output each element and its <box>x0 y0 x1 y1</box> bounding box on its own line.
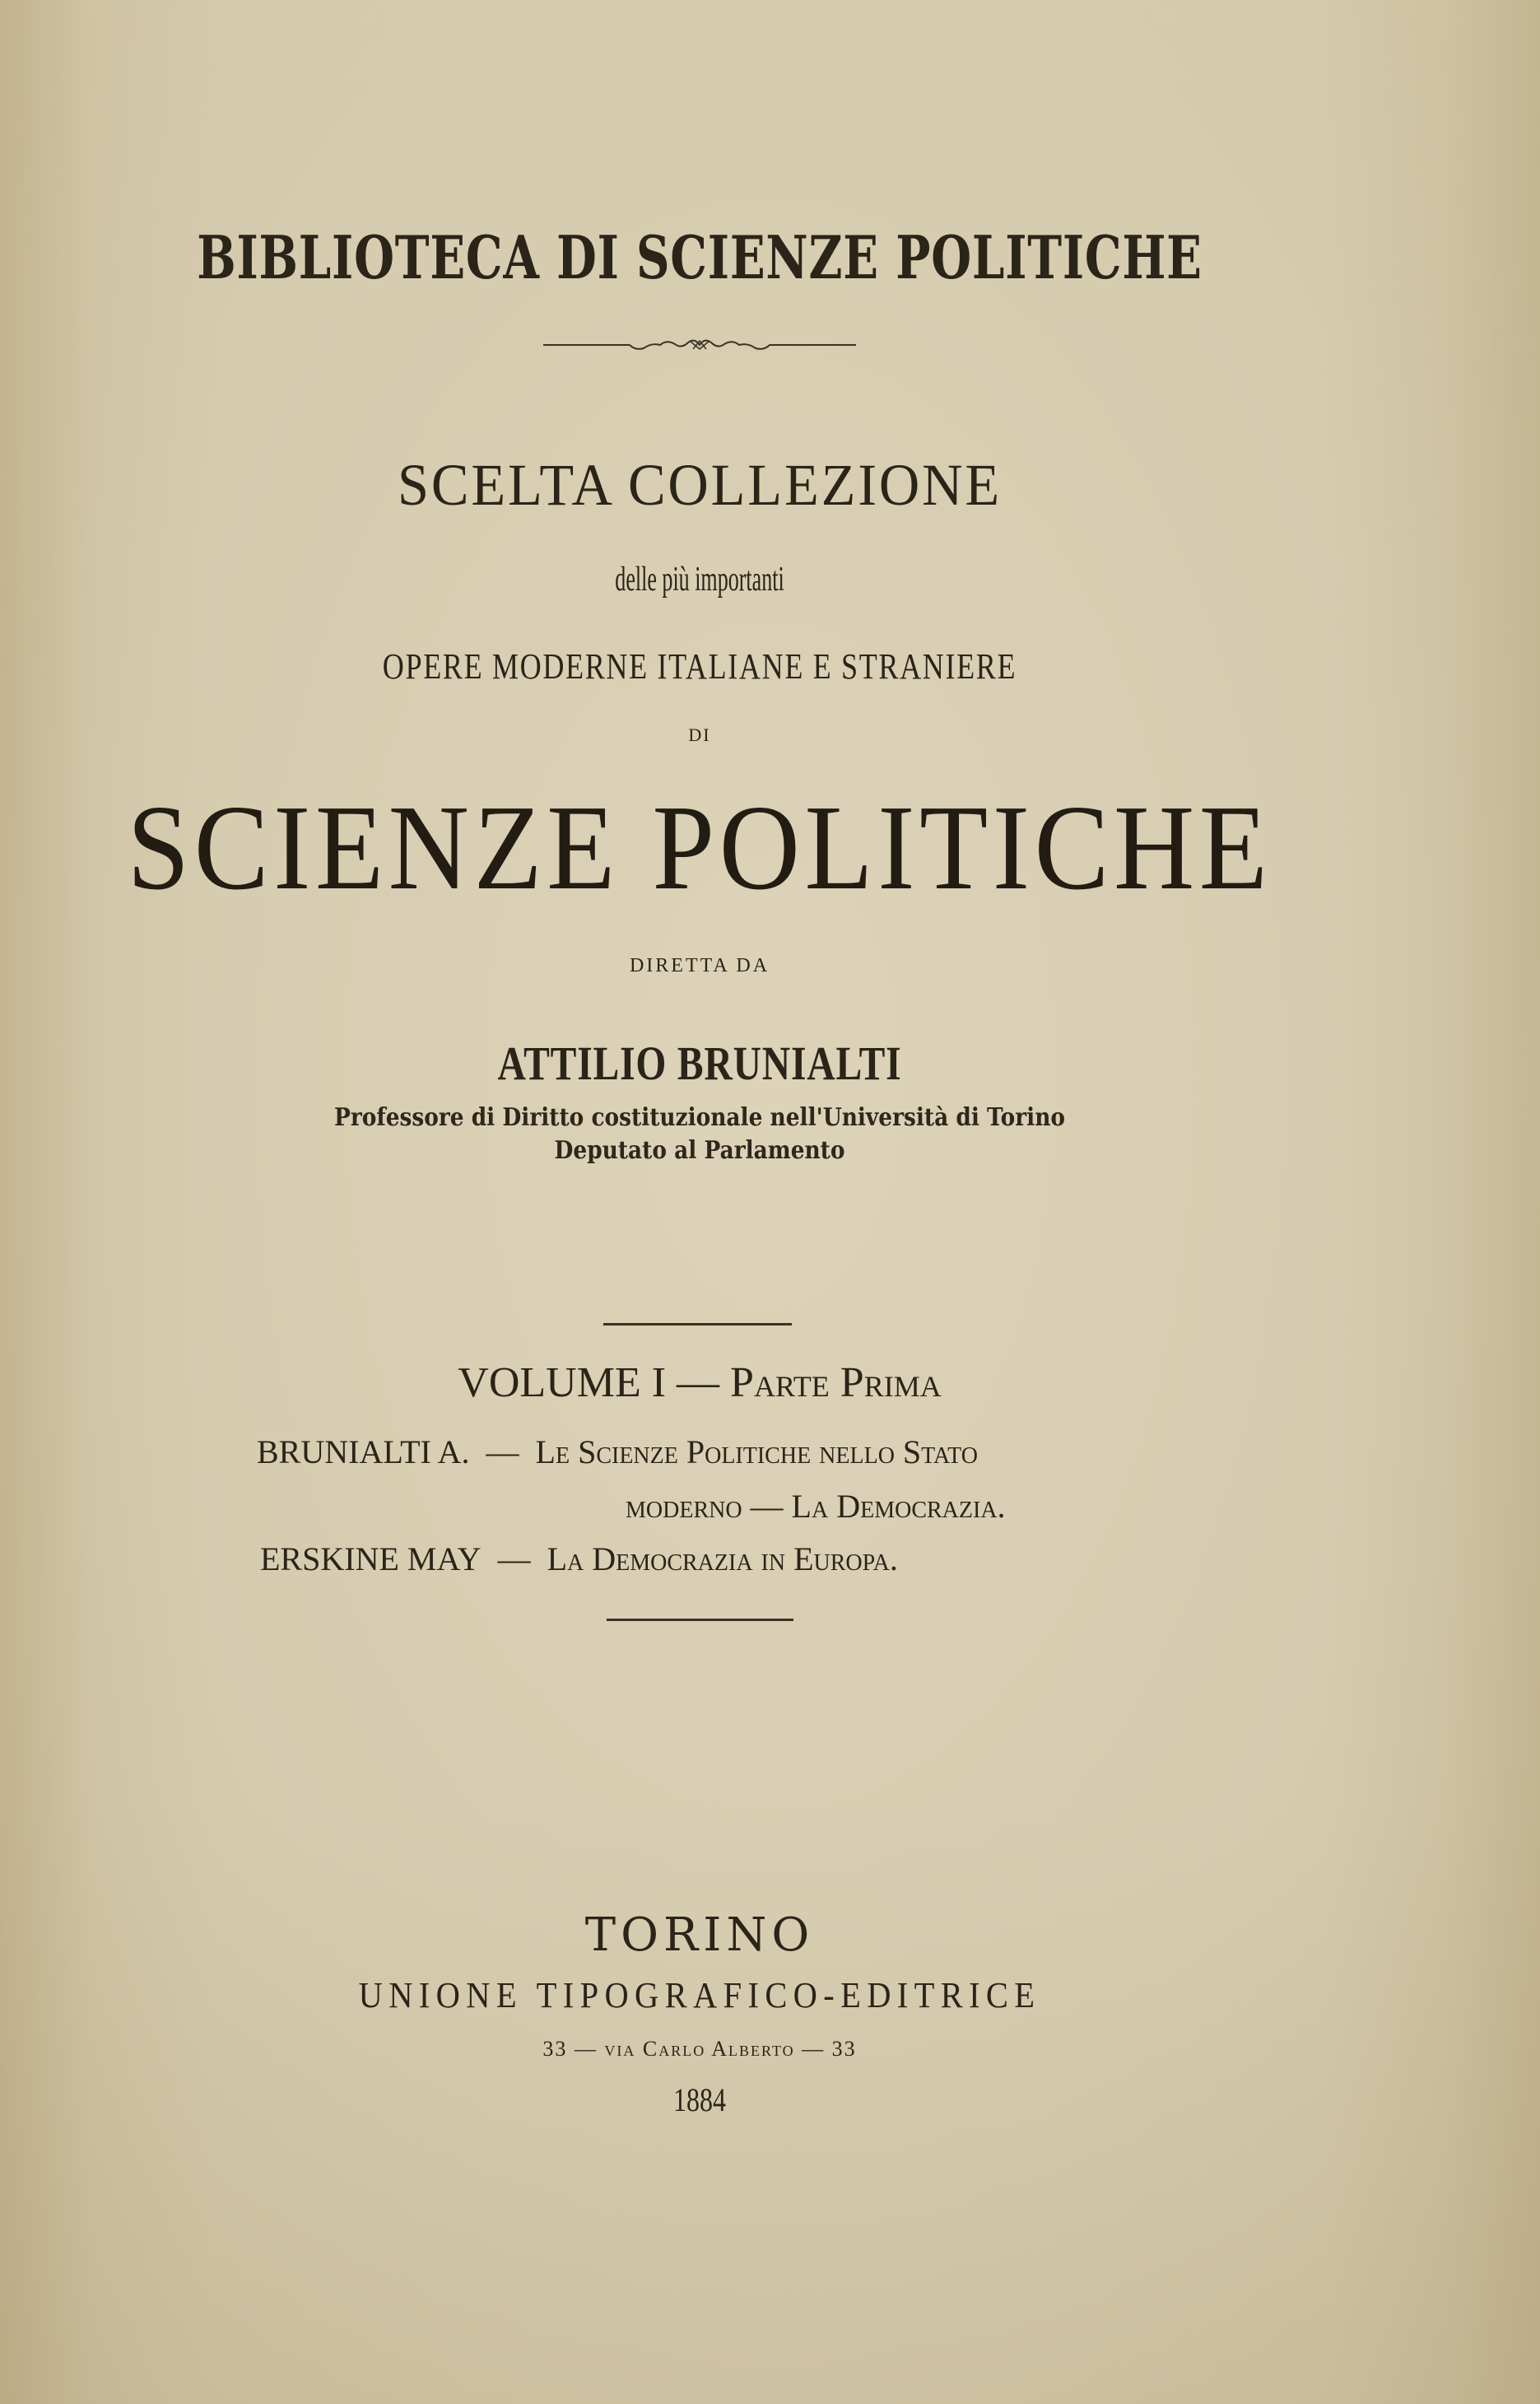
editor-affiliation: Professore di Diritto costituzionale nell'Università di Torino <box>333 1103 1066 1132</box>
connector-di: DI <box>688 724 711 745</box>
imprint-year: 1884 <box>673 2081 726 2118</box>
address-number: 33 <box>831 2037 857 2061</box>
volume-part: Parte Prima <box>730 1359 942 1406</box>
volume-dash: — <box>677 1359 720 1406</box>
main-title: SCIENZE POLITICHE <box>127 780 1272 915</box>
editor-name: ATTILIO BRUNIALTI <box>497 1037 902 1090</box>
contents-entry <box>260 1540 898 1578</box>
address-dash: — <box>802 2037 826 2061</box>
entry-dash: — <box>497 1540 531 1577</box>
editor-position: Deputato al Parlamento <box>554 1136 845 1165</box>
imprint-city: TORINO <box>584 1908 815 1962</box>
entry-author: ERSKINE MAY <box>260 1540 482 1577</box>
entry-title: La Democrazia in Europa. <box>547 1540 898 1577</box>
imprint-publisher: UNIONE TIPOGRAFICO-EDITRICE <box>358 1975 1041 2015</box>
volume-label: VOLUME I <box>458 1359 667 1406</box>
subtitle-caps-line: OPERE MODERNE ITALIANE E STRANIERE <box>382 646 1017 687</box>
series-title: BIBLIOTECA DI SCIENZE POLITICHE <box>197 222 1203 292</box>
imprint-address <box>0 2037 1399 2062</box>
collection-heading: SCELTA COLLEZIONE <box>398 452 1002 518</box>
divider-rule <box>603 1323 792 1325</box>
volume-heading <box>0 1358 1399 1407</box>
contents-entry-continuation <box>626 1487 1006 1526</box>
address-street: via Carlo Alberto <box>604 2037 795 2061</box>
entry-author: BRUNIALTI A. <box>257 1433 470 1470</box>
entry-title: Le Scienze Politiche nello Stato <box>535 1433 978 1470</box>
directed-by-label: DIRETTA DA <box>629 955 770 976</box>
address-dash: — <box>574 2037 598 2061</box>
entry-dash: — <box>486 1433 519 1470</box>
contents-entry <box>257 1433 978 1471</box>
subtitle-line: delle più importanti <box>615 561 784 599</box>
divider-rule <box>607 1619 793 1621</box>
entry-title-continuation: moderno — La Democrazia. <box>626 1488 1006 1525</box>
address-number: 33 <box>542 2037 568 2061</box>
flourish-ornament-icon <box>543 333 856 357</box>
